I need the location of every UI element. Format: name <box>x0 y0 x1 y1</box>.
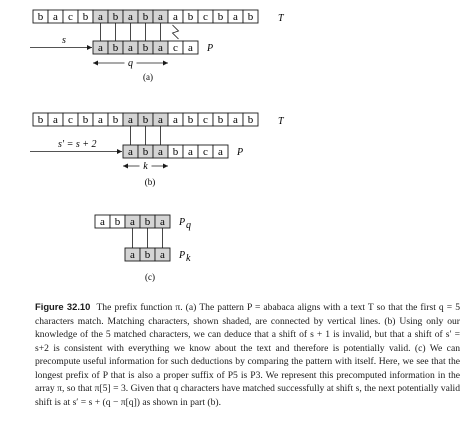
text-b-char: c <box>203 114 208 126</box>
span-label-a: q <box>128 58 133 69</box>
text-b-char: b <box>82 114 89 126</box>
text-a-char: a <box>158 11 163 23</box>
prefix-q-char: a <box>160 216 165 228</box>
span-left-head-b <box>123 164 128 169</box>
shift-arrowhead-b <box>117 149 122 154</box>
caption-text: The prefix function π. (a) The pattern P = ababaca aligns with a text T so that the first q = 5 characters match. Matching characters, shown shaded, are connected by vertical lines. (b) Using only our knowledge of the 5 matched characters, we can deduce that a shift of s + 1 is invalid, but that a shift of s′ = s+2 is consistent with everything we know about the text and therefore is potentially valid. (c) We can precompute useful information for such deductions by comparing the pattern with itself. Here, we see that the longest prefix of P that is also a proper suffix of P5 is P3. We represent this precomputed information in the array π, so that π[5] = 3. Given that q characters have matched successfully at shift s, the next potentially valid shift is at s′ = s + (q − π[q]) as shown in part (b). <box>35 302 460 408</box>
pattern-b-char: a <box>158 146 163 158</box>
text-b-char: a <box>53 114 58 126</box>
prefix-q-label: P <box>179 217 186 228</box>
text-a-char: a <box>173 11 178 23</box>
text-b-char: b <box>217 114 224 126</box>
text-a-char: b <box>37 11 44 23</box>
pattern-a-char: c <box>173 42 178 54</box>
text-b-char: a <box>128 114 133 126</box>
text-a-char: a <box>128 11 133 23</box>
pattern-label-a: P <box>207 43 214 54</box>
span-right-head-a <box>163 61 168 66</box>
pattern-a-char: a <box>188 42 193 54</box>
text-b-char: a <box>158 114 163 126</box>
pattern-b-char: b <box>172 146 179 158</box>
figure-caption <box>35 300 460 409</box>
text-b-char: b <box>112 114 119 126</box>
text-a-char: b <box>247 11 254 23</box>
panel-a-caption: (a) <box>143 72 153 82</box>
span-left-head-a <box>93 61 98 66</box>
text-a-char: a <box>53 11 58 23</box>
prefix-q-char: a <box>130 216 135 228</box>
pattern-b-char: a <box>218 146 223 158</box>
mismatch-mark-a <box>173 25 179 39</box>
prefix-k-char: a <box>130 249 135 261</box>
pattern-label-b: P <box>237 147 244 158</box>
text-a-char: c <box>203 11 208 23</box>
span-right-head-b <box>163 164 168 169</box>
pattern-a-char: a <box>158 42 163 54</box>
text-a-char: a <box>98 11 103 23</box>
pattern-a-char: b <box>112 42 119 54</box>
span-label-b: k <box>143 161 148 172</box>
text-b-char: c <box>68 114 73 126</box>
text-b-char: b <box>247 114 254 126</box>
prefix-q-char: b <box>144 216 151 228</box>
pattern-b-char: b <box>142 146 149 158</box>
text-a-char: b <box>187 11 194 23</box>
text-b-char: a <box>98 114 103 126</box>
text-a-char: b <box>217 11 224 23</box>
shift-label-a: s <box>62 35 66 46</box>
pattern-a-char: a <box>128 42 133 54</box>
text-b-char: b <box>187 114 194 126</box>
text-a-char: c <box>68 11 73 23</box>
prefix-q-char: a <box>100 216 105 228</box>
prefix-q-char: b <box>114 216 121 228</box>
pattern-b-char: a <box>188 146 193 158</box>
text-b-char: b <box>37 114 44 126</box>
text-label-b: T <box>278 116 284 127</box>
panel-b-caption: (b) <box>144 177 156 187</box>
figure-number: Figure 32.10 <box>35 301 91 312</box>
shift-arrowhead-a <box>87 45 92 50</box>
text-a-char: b <box>112 11 119 23</box>
text-b-char: b <box>142 114 149 126</box>
text-b-char: a <box>233 114 238 126</box>
text-a-char: b <box>82 11 89 23</box>
text-a-char: b <box>142 11 149 23</box>
prefix-q-sub: q <box>186 220 191 231</box>
pattern-b-char: c <box>203 146 208 158</box>
pattern-b-char: a <box>128 146 133 158</box>
prefix-k-char: a <box>160 249 165 261</box>
pattern-a-char: b <box>142 42 149 54</box>
prefix-k-char: b <box>144 249 151 261</box>
text-a-char: a <box>233 11 238 23</box>
prefix-k-label: P <box>179 250 186 261</box>
pattern-a-char: a <box>98 42 103 54</box>
text-label-a: T <box>278 13 284 24</box>
shift-label-b: s′ = s + 2 <box>58 139 97 150</box>
panel-c-caption: (c) <box>145 272 155 282</box>
text-b-char: a <box>173 114 178 126</box>
prefix-k-sub: k <box>186 253 191 264</box>
